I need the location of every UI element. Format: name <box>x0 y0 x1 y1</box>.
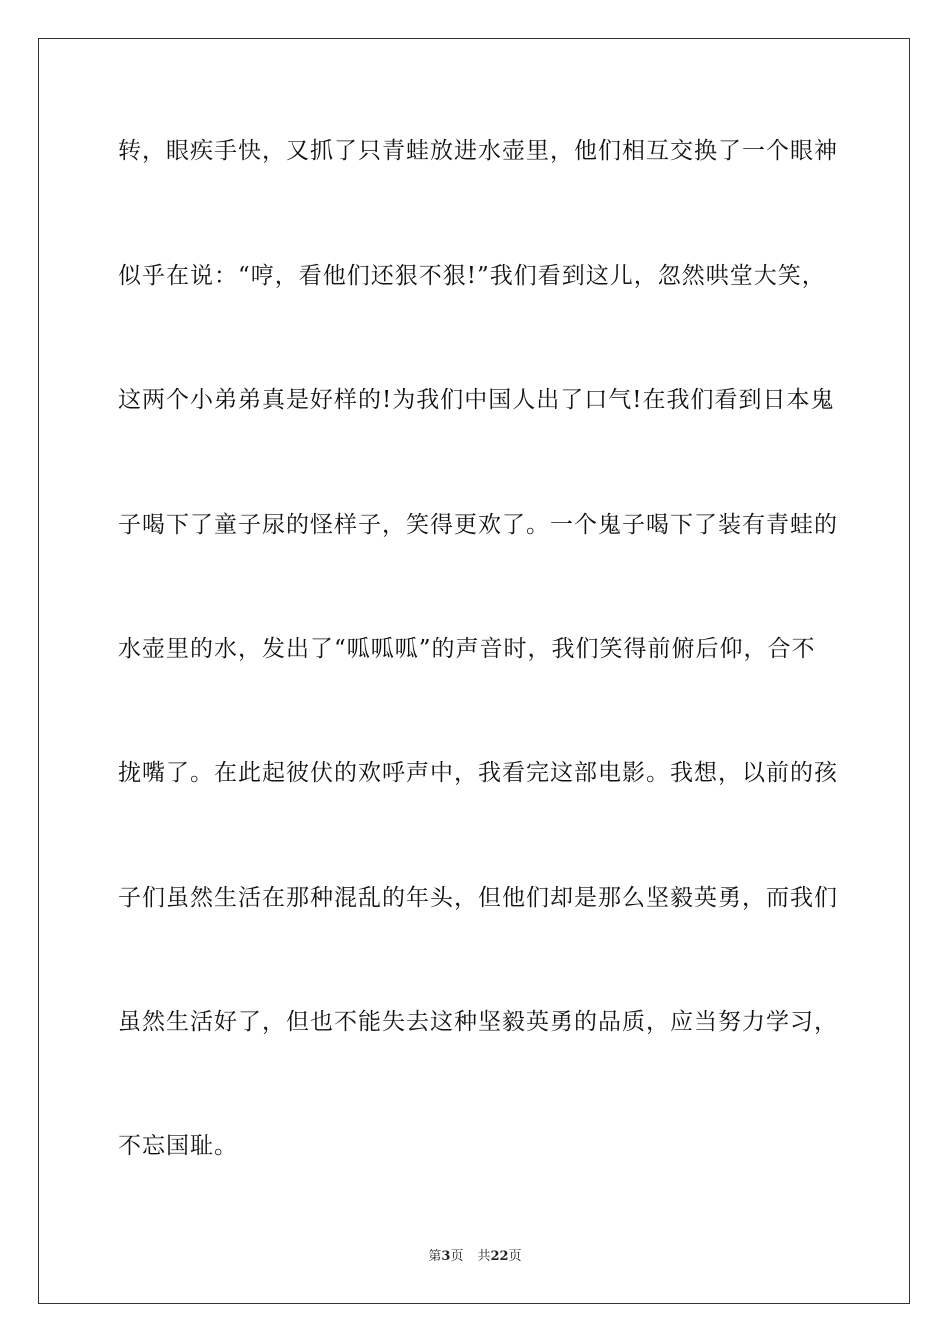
page-border <box>38 38 910 1304</box>
page-number: 3 <box>441 1249 451 1264</box>
total-prefix: 共 <box>477 1249 491 1264</box>
total-suffix: 页 <box>508 1249 522 1264</box>
page-prefix: 第 <box>428 1249 442 1264</box>
text-line-3: 这两个小弟弟真是好样的!为我们中国人出了口气!在我们看到日本鬼 <box>118 387 835 413</box>
page-footer <box>0 1248 950 1266</box>
page-suffix: 页 <box>450 1249 464 1264</box>
text-line-6: 拢嘴了。在此起彼伏的欢呼声中，我看完这部电影。我想，以前的孩 <box>118 760 838 786</box>
total-pages: 22 <box>490 1249 509 1264</box>
text-line-8: 虽然生活好了，但也不能失去这种坚毅英勇的品质，应当努力学习， <box>118 1009 838 1035</box>
text-line-2: 似乎在说：“哼，看他们还狠不狠!”我们看到这儿，忽然哄堂大笑， <box>118 263 826 289</box>
text-line-9: 不忘国耻。 <box>118 1133 238 1159</box>
text-line-5: 水壶里的水，发出了“呱呱呱”的声音时，我们笑得前俯后仰，合不 <box>118 636 816 662</box>
text-line-1: 转，眼疾手快，又抓了只青蛙放进水壶里，他们相互交换了一个眼神 <box>118 138 838 164</box>
text-line-4: 子喝下了童子尿的怪样子，笑得更欢了。一个鬼子喝下了装有青蛙的 <box>118 512 838 538</box>
text-line-7: 子们虽然生活在那种混乱的年头，但他们却是那么坚毅英勇，而我们 <box>118 885 838 911</box>
